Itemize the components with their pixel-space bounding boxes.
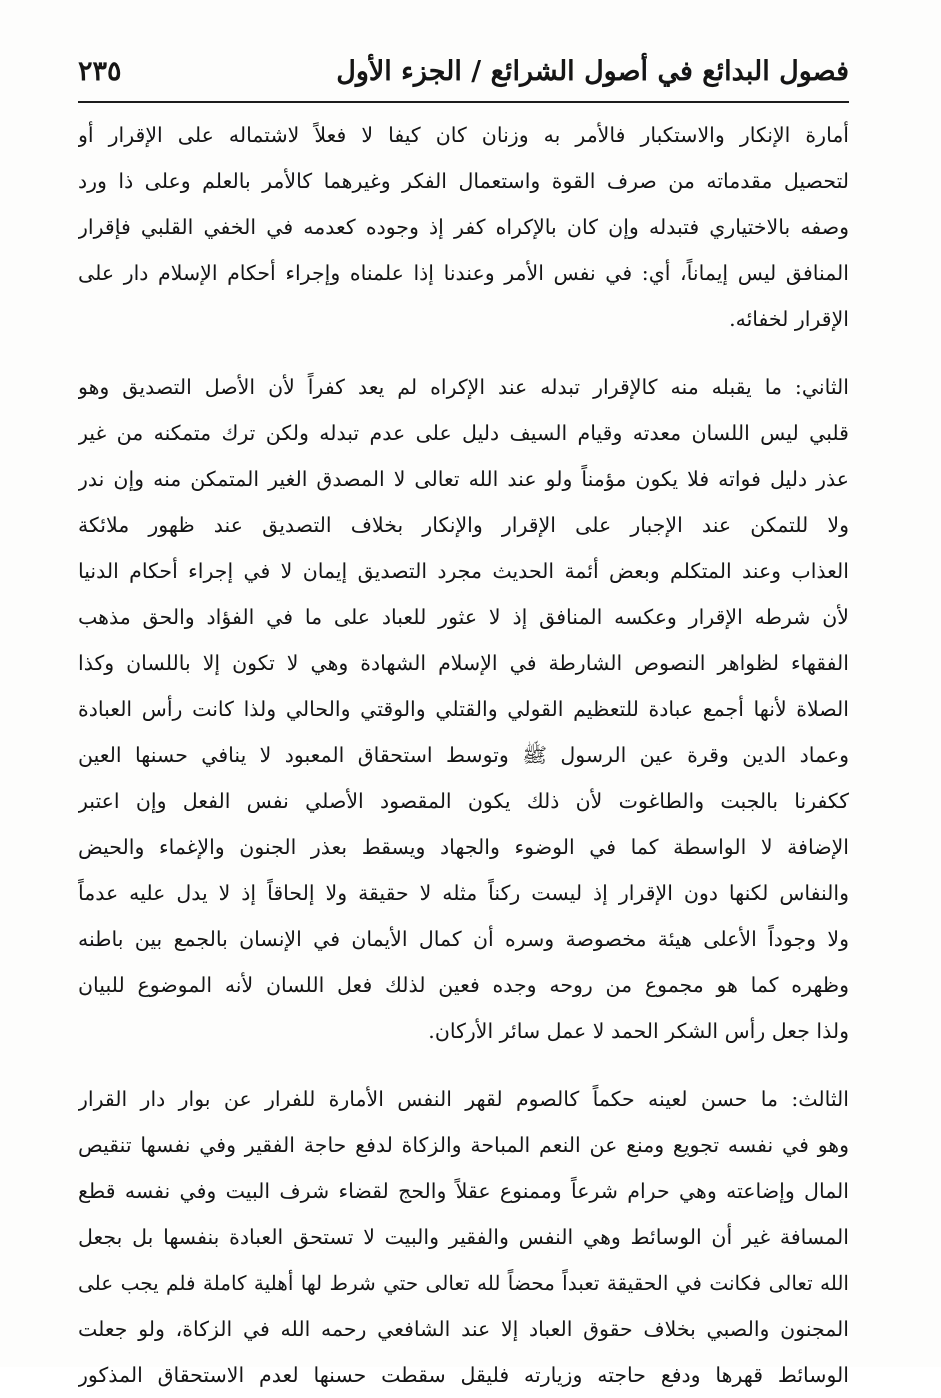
text-line: المسافة غير أن الوسائط وهي النفس والفقير والبيت لا تستحق العبادة بنفسها بل بجعل (78, 1225, 849, 1249)
paragraph-spacer (78, 1054, 849, 1076)
text-line: الله تعالى فكانت في الحقيقة تعبداً محضاً لله تعالى حتي شرط لها أهلية كاملة فلم يجب على (78, 1271, 849, 1295)
paragraph-1 (78, 112, 849, 342)
text-line: المال وإضاعته وهي حرام شرعاً وممنوع عقلاً والحج لقضاء شرف البيت وفي نفسه قطع (78, 1179, 849, 1203)
text-line: الإقرار لخفائه. (729, 307, 849, 331)
text-line: الفقهاء لظواهر النصوص الشارطة في الإسلام الشهادة وهي لا تكون إلا باللسان وكذا (78, 651, 849, 675)
text-line: الوسائط قهرها ودفع حاجته وزيارته فليقل سقطت حسنها لعدم الاستحقاق المذكور (78, 1363, 849, 1387)
paragraph-spacer (78, 342, 849, 364)
text-line: المجنون والصبي بخلاف حقوق العباد إلا عند الشافعي رحمه الله في الزكاة، ولو جعلت (78, 1317, 849, 1341)
text-line: ككفرنا بالجبت والطاغوت لأن ذلك يكون المقصود الأصلي نفس الفعل وإن اعتبر (78, 789, 849, 813)
header-divider (78, 101, 849, 103)
text-line: عذر دليل فواته فلا يكون مؤمناً ولو عند الله تعالى لا المصدق الغير المتمكن منه وإن ندر (78, 467, 849, 491)
text-line: الثالث: ما حسن لعينه حكماً كالصوم لقهر النفس الأمارة للفرار عن بوار دار القرار (78, 1087, 849, 1111)
text-line: وصفه بالاختياري فتبدله وإن كان بالإكراه كفر إذ وجوده كعدمه في الخفي القلبي فإقرار (78, 215, 849, 239)
text-line: أمارة الإنكار والاستكبار فالأمر به وزنان كان كيفا لا فعلاً لاشتماله على الإقرار أو (78, 123, 849, 147)
text-line: ولا للتمكن عند الإجبار على الإقرار والإنكار بخلاف التصديق عند ظهور ملائكة (78, 513, 849, 537)
text-line: وهو في نفسه تجويع ومنع عن النعم المباحة والزكاة لدفع حاجة الفقير وفي نفسها تنقيص (78, 1133, 849, 1157)
text-line: وظهره كما هو مجموع من روحه وجده فعين لذلك فعل اللسان لأنه الموضوع للبيان (78, 973, 849, 997)
text-line: الإضافة لا الواسطة كما في الوضوء والجهاد ويسقط بعذر الجنون والإغماء والحيض (78, 835, 849, 859)
text-line: قلبي ليس اللسان معدته وقيام السيف دليل على عدم تبدله ولكن ترك متمكنه من غير (78, 421, 849, 445)
body-text (78, 112, 849, 1398)
text-line: والنفاس لكنها دون الإقرار إذ ليست ركناً مثله لا حقيقة ولا إلحاقاً إذ لا يدل عليه عدماً (78, 881, 849, 905)
text-line: العذاب وعند المتكلم وبعض أئمة الحديث مجرد التصديق إيمان لا في إجراء أحكام الدنيا (78, 559, 849, 583)
text-line: وعماد الدين وقرة عين الرسول ﷺ وتوسط استحقاق المعبود لا ينافي حسنها العين (78, 743, 849, 767)
text-line: لأن شرطه الإقرار وعكسه المنافق إذ لا عثور للعباد على ما في الفؤاد والحق مذهب (78, 605, 849, 629)
book-title: فصول البدائع في أصول الشرائع / الجزء الأول (336, 56, 849, 87)
text-line: ولا وجوداً الأعلى هيئة مخصوصة وسره أن كمال الأيمان في الإنسان بالجمع بين باطنه (78, 927, 849, 951)
text-line: الثاني: ما يقبله منه كالإقرار تبدله عند الإكراه لم يعد كفراً لأن الأصل التصديق وهو (78, 375, 849, 399)
text-line: ولذا جعل رأس الشكر الحمد لا عمل سائر الأركان. (428, 1019, 849, 1043)
text-line: لتحصيل مقدماته من صرف القوة واستعمال الفكر وغيرهما كالأمر بالعلم وعلى ذا ورد (78, 169, 849, 193)
page-number: ٢٣٥ (78, 56, 122, 87)
paragraph-2 (78, 364, 849, 1054)
text-line: المنافق ليس إيماناً، أي: في نفس الأمر وعندنا إذا علمناه وإجراء أحكام الإسلام دار على (78, 261, 849, 285)
text-line: الصلاة لأنها أجمع عبادة للتعظيم القولي والقتلي والوقتي والحالي ولذا كانت رأس العبادة (78, 697, 849, 721)
paragraph-3 (78, 1076, 849, 1398)
page-header (78, 52, 849, 98)
